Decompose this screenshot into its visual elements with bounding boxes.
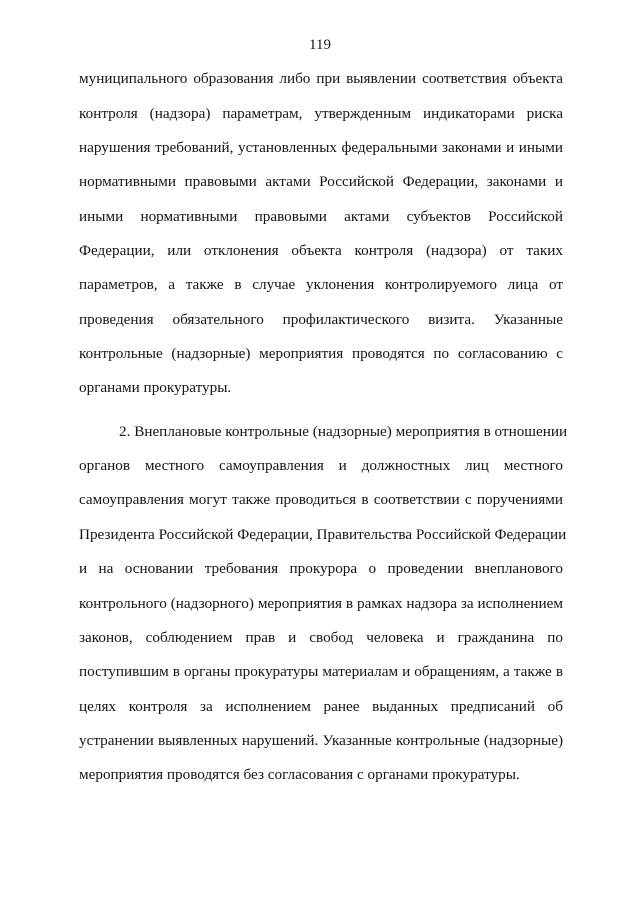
text-line: параметров, а также в случае уклонения контролируемого лица от: [79, 276, 563, 293]
text-line: законов, соблюдением прав и свобод человека и гражданина по: [79, 629, 563, 646]
text-line: контроля (надзора) параметрам, утвержденным индикаторами риска: [79, 105, 563, 122]
text-line: проведения обязательного профилактического визита. Указанные: [79, 311, 563, 328]
text-line: и на основании требования прокурора о проведении внепланового: [79, 560, 563, 577]
paragraph-first-line: 2. Внеплановые контрольные (надзорные) мероприятия в отношении: [119, 423, 568, 440]
text-line: самоуправления могут также проводиться в соответствии с поручениями: [79, 491, 563, 508]
text-line: поступившим в органы прокуратуры материалам и обращениям, а также в: [79, 663, 563, 680]
text-line: устранении выявленных нарушений. Указанные контрольные (надзорные): [79, 732, 563, 749]
text-line: органов местного самоуправления и должностных лиц местного: [79, 457, 563, 474]
text-line: нарушения требований, установленных федеральными законами и иными: [79, 139, 563, 156]
text-line: контрольные (надзорные) мероприятия проводятся по согласованию с: [79, 345, 563, 362]
text-line: мероприятия проводятся без согласования с органами прокуратуры.: [79, 766, 520, 783]
text-line: органами прокуратуры.: [79, 379, 232, 396]
text-line: муниципального образования либо при выявлении соответствия объекта: [79, 70, 563, 87]
text-line: Президента Российской Федерации, Правительства Российской Федерации: [79, 526, 567, 543]
text-line: иными нормативными правовыми актами субъектов Российской: [79, 208, 563, 225]
page-number: 119: [309, 37, 331, 53]
text-line: контрольного (надзорного) мероприятия в рамках надзора за исполнением: [79, 595, 563, 612]
text-line: нормативными правовыми актами Российской Федерации, законами и: [79, 173, 563, 190]
text-line: Федерации, или отклонения объекта контроля (надзора) от таких: [79, 242, 563, 259]
text-line: целях контроля за исполнением ранее выданных предписаний об: [79, 698, 563, 715]
